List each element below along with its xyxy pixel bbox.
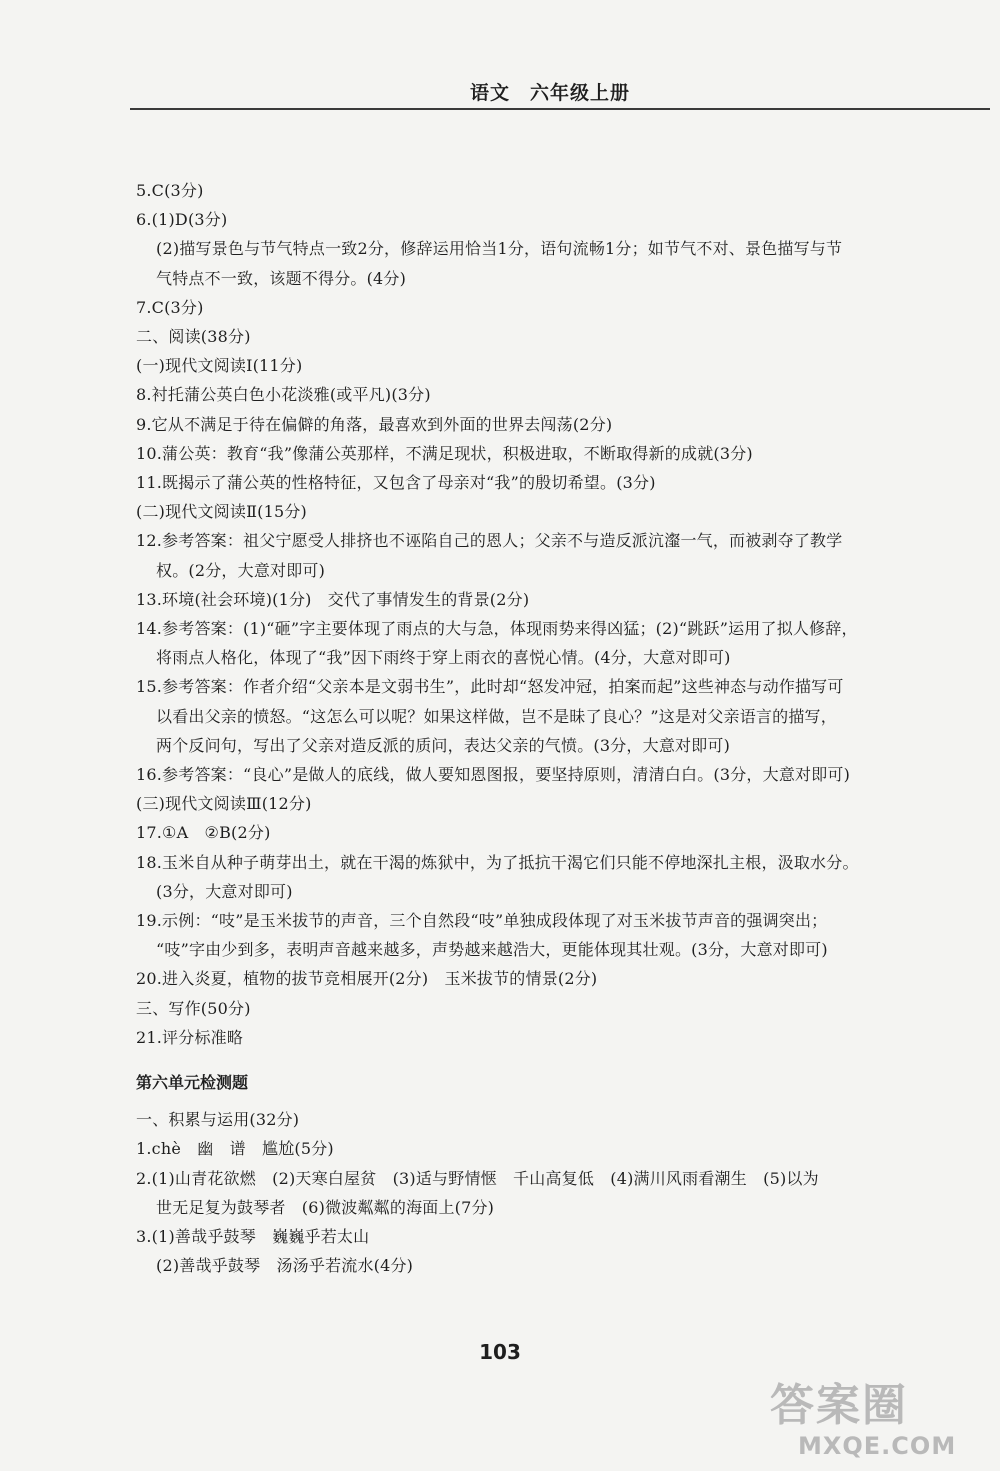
- answer-line: (一)现代文阅读Ⅰ(11分): [136, 356, 303, 376]
- page-header: [130, 74, 990, 110]
- page-number: 103: [479, 1340, 521, 1364]
- answer-content: [136, 176, 956, 1280]
- answer-line: “吱”字由少到多，表明声音越来越多，声势越来越浩大，更能体现其壮观。(3分，大意对即可): [156, 940, 828, 960]
- answer-line: (2)善哉乎鼓琴 汤汤乎若流水(4分): [156, 1256, 414, 1276]
- answer-list-unit6: [136, 1105, 956, 1280]
- answer-line: 5.C(3分): [136, 181, 204, 200]
- answer-line: 两个反问句，写出了父亲对造反派的质问，表达父亲的气愤。(3分，大意对即可): [156, 735, 731, 755]
- answer-line: 20.进入炎夏，植物的拔节竞相展开(2分) 玉米拔节的情景(2分): [136, 969, 598, 989]
- answer-line: 19.示例：“吱”是玉米拔节的声音，三个自然段“吱”单独成段体现了对玉米拔节声音的强调突出；: [136, 911, 828, 931]
- answer-line: 世无足复为鼓琴者 (6)微波粼粼的海面上(7分): [156, 1197, 495, 1217]
- answer-line: 将雨点人格化，体现了“我”因下雨终于穿上雨衣的喜悦心情。(4分，大意对即可): [156, 648, 731, 668]
- answer-line: 12.参考答案：祖父宁愿受人排挤也不诬陷自己的恩人；父亲不与造反派沆瀣一气，而被剥夺了教学: [136, 531, 843, 551]
- answer-line: 21.评分标准略: [136, 1027, 244, 1047]
- watermark-url-text: MXQE.COM: [798, 1432, 957, 1460]
- answer-line: 11.既揭示了蒲公英的性格特征，又包含了母亲对“我”的殷切希望。(3分): [136, 473, 656, 493]
- watermark-logo: [770, 1380, 995, 1465]
- answer-line: 气特点不一致，该题不得分。(4分): [156, 268, 407, 288]
- answer-line: 9.它从不满足于待在偏僻的角落，最喜欢到外面的世界去闯荡(2分): [136, 414, 613, 434]
- answer-line: (二)现代文阅读Ⅱ(15分): [136, 502, 308, 522]
- answer-line: (2)描写景色与节气特点一致2分，修辞运用恰当1分，语句流畅1分；如节气不对、景色描写与节: [156, 239, 843, 259]
- answer-line: 14.参考答案：(1)“砸”字主要体现了雨点的大与急，体现雨势来得凶猛；(2)“跳跃”运用了拟人修辞，: [136, 619, 858, 639]
- answer-line: 6.(1)D(3分): [136, 210, 228, 230]
- answer-line: 8.衬托蒲公英白色小花淡雅(或平凡)(3分): [136, 385, 431, 405]
- answer-line: 权。(2分，大意对即可): [156, 560, 326, 580]
- answer-line: 16.参考答案：“良心”是做人的底线，做人要知恩图报，要坚持原则，清清白白。(3分，大意对即可): [136, 765, 851, 785]
- answer-line: 18.玉米自从种子萌芽出土，就在干渴的炼狱中，为了抵抗干渴它们只能不停地深扎主根，汲取水分。: [136, 852, 859, 872]
- answer-line: 三、写作(50分): [136, 998, 251, 1018]
- answer-line: 以看出父亲的愤怒。“这怎么可以呢？如果这样做，岂不是昧了良心？”这是对父亲语言的描写，: [156, 706, 837, 726]
- answer-line: 一、积累与运用(32分): [136, 1110, 300, 1130]
- answer-line: 1.chè 幽 谱 尴尬(5分): [136, 1139, 334, 1159]
- answer-line: 3.(1)善哉乎鼓琴 巍巍乎若太山: [136, 1226, 370, 1246]
- header-title: 语文 六年级上册: [470, 82, 631, 104]
- answer-line: (3分，大意对即可): [156, 881, 293, 901]
- section-title: 第六单元检测题: [136, 1073, 249, 1093]
- answer-line: 10.蒲公英：教育“我”像蒲公英那样，不满足现状，积极进取，不断取得新的成就(3分): [136, 443, 753, 463]
- answer-line: 二、阅读(38分): [136, 327, 251, 347]
- answer-line: 2.(1)山青花欲燃 (2)天寒白屋贫 (3)适与野情惬 千山高复低 (4)满川风雨看潮生 (5)以为: [136, 1168, 819, 1188]
- answer-line: (三)现代文阅读Ⅲ(12分): [136, 794, 312, 814]
- answer-line: 13.环境(社会环境)(1分) 交代了事情发生的背景(2分): [136, 589, 530, 609]
- answer-list-unit5: [136, 176, 956, 1052]
- answer-line: 15.参考答案：作者介绍“父亲本是文弱书生”，此时却“怒发冲冠，拍案而起”这些神态与动作描写可: [136, 677, 844, 697]
- watermark-top-text: 答案圈: [770, 1380, 908, 1431]
- answer-line: 17.①A ②B(2分): [136, 823, 271, 843]
- answer-line: 7.C(3分): [136, 297, 204, 317]
